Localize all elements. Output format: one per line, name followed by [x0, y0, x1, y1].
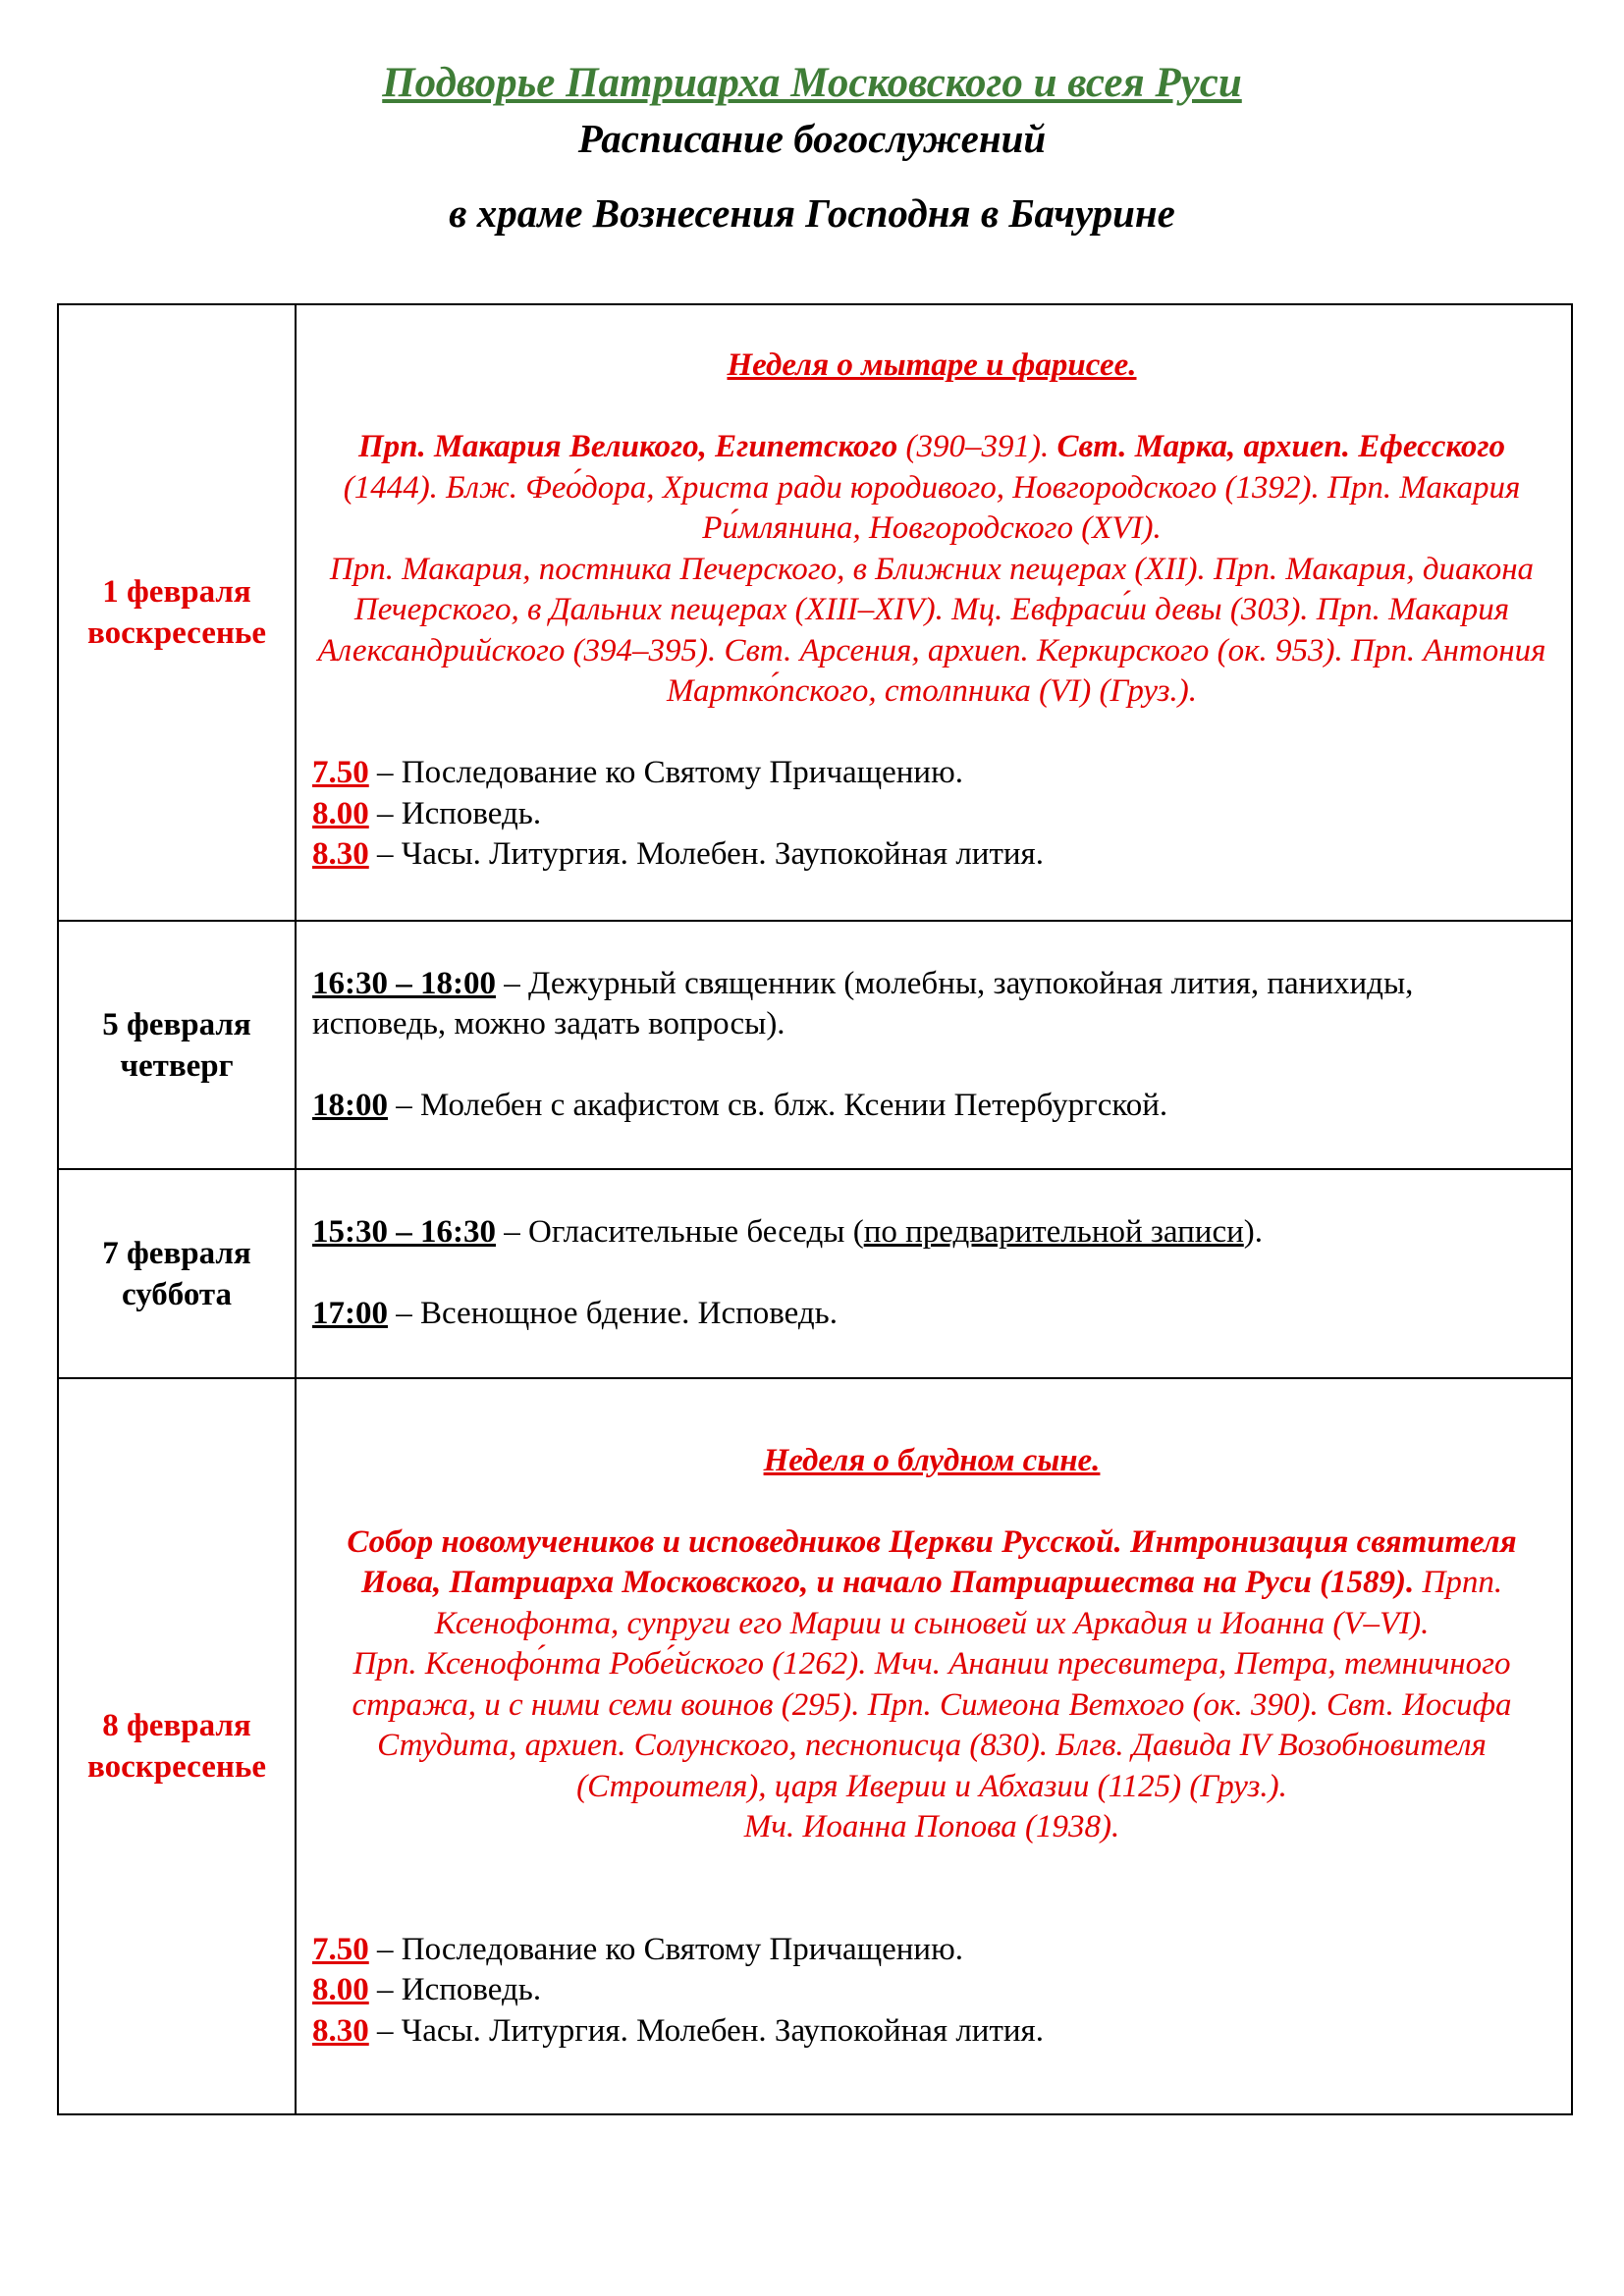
org-title: Подворье Патриарха Московского и всея Руси — [382, 60, 1242, 106]
service-line: 15:30 – 16:30 – Огласительные беседы (по предварительной записи). — [312, 1214, 1264, 1251]
saints-text-2: Прп. Ксенофо́нта Робе́йского (1262). Мчч. Анании пресвитера, Петра, темничного стража, и с ними семи воинов (295). Прп. Симеона Ветхого (ок. 390). Свт. Иосифа Студита, архиеп. Солунского, песнописца (830). Блгв. Давида IV Возобновителя (Строителя), царя Иверии и Абхазии (1125) (Груз.). — [352, 1646, 1512, 1804]
table-row — [58, 1169, 1572, 1378]
content-cell — [296, 921, 1572, 1169]
content-cell — [296, 304, 1572, 921]
service-line: 8.30 – Часы. Литургия. Молебен. Заупокойная лития. — [312, 2012, 1044, 2049]
date: 8 февраля — [102, 1708, 251, 1743]
date-cell — [58, 304, 296, 921]
service-line: 16:30 – 18:00 – Дежурный священник (молебны, заупокойная лития, панихиды, исповедь, можно задать вопросы). — [312, 965, 1414, 1041]
service-line: 18:00 – Молебен с акафистом св. блж. Ксении Петербургской. — [312, 1088, 1168, 1123]
date: 5 февраля — [102, 1006, 251, 1042]
schedule-title: Расписание богослужений — [577, 116, 1047, 161]
weekday: воскресенье — [87, 615, 266, 651]
feast-title: Неделя о мытаре и фарисее. — [727, 347, 1137, 384]
content-cell — [296, 1378, 1572, 2114]
saints-text: Собор новомучеников и исповедников Церкви Русской. Интронизация святителя Иова, Патриарха Московского, и начало Патриаршества на Руси (1589). Прпп. Ксенофонта, супруги его Марии и сыновей их Аркадия и Иоанна (V–VI). — [347, 1523, 1517, 1641]
date-cell — [58, 1169, 296, 1378]
table-row — [58, 921, 1572, 1169]
church-title: в храме Вознесения Господня в Бачурине — [449, 190, 1175, 236]
weekday: суббота — [121, 1276, 233, 1312]
weekday: четверг — [120, 1047, 234, 1084]
service-line: 17:00 – Всенощное бдение. Исповедь. — [312, 1296, 838, 1332]
registration-note: по предварительной записи — [863, 1214, 1244, 1251]
date-cell — [58, 1378, 296, 2114]
feast-title: Неделя о блудном сыне. — [763, 1442, 1101, 1478]
saints-text-3: Мч. Иоанна Попова (1938). — [743, 1809, 1120, 1845]
table-row — [58, 304, 1572, 921]
date: 7 февраля — [102, 1235, 251, 1271]
saints-text-2: Прп. Макария, постника Печерского, в Ближних пещерах (XII). Прп. Макария, диакона Печерского, в Дальних пещерах (XIII–XIV). Мц. Евфраси́и девы (303). Прп. Макария Александрийского (394–395). Свт. Арсения, архиеп. Керкирского (ок. 953). Прп. Антония Мартко́пского, столпника (VI) (Груз.). — [317, 551, 1546, 710]
schedule-table — [57, 303, 1573, 2115]
service-line: 7.50 – Последование ко Святому Причащению. — [312, 1931, 963, 1967]
date-cell — [58, 921, 296, 1169]
saints-text: Прп. Макария Великого, Египетского (390–391). Свт. Марка, архиеп. Ефесского (1444). Блж. Фео́дора, Христа ради юродивого, Новгородского (1392). Прп. Макария Ри́млянина, Новгородского (XVI). — [343, 429, 1521, 547]
service-line: 8.00 – Исповедь. — [312, 795, 542, 831]
table-row — [58, 1378, 1572, 2114]
service-line: 7.50 – Последование ко Святому Причащению. — [312, 755, 963, 791]
content-cell — [296, 1169, 1572, 1378]
date: 1 февраля — [102, 574, 251, 610]
weekday: воскресенье — [87, 1749, 266, 1785]
service-line: 8.00 – Исповедь. — [312, 1972, 542, 2008]
service-line: 8.30 – Часы. Литургия. Молебен. Заупокойная лития. — [312, 836, 1044, 873]
